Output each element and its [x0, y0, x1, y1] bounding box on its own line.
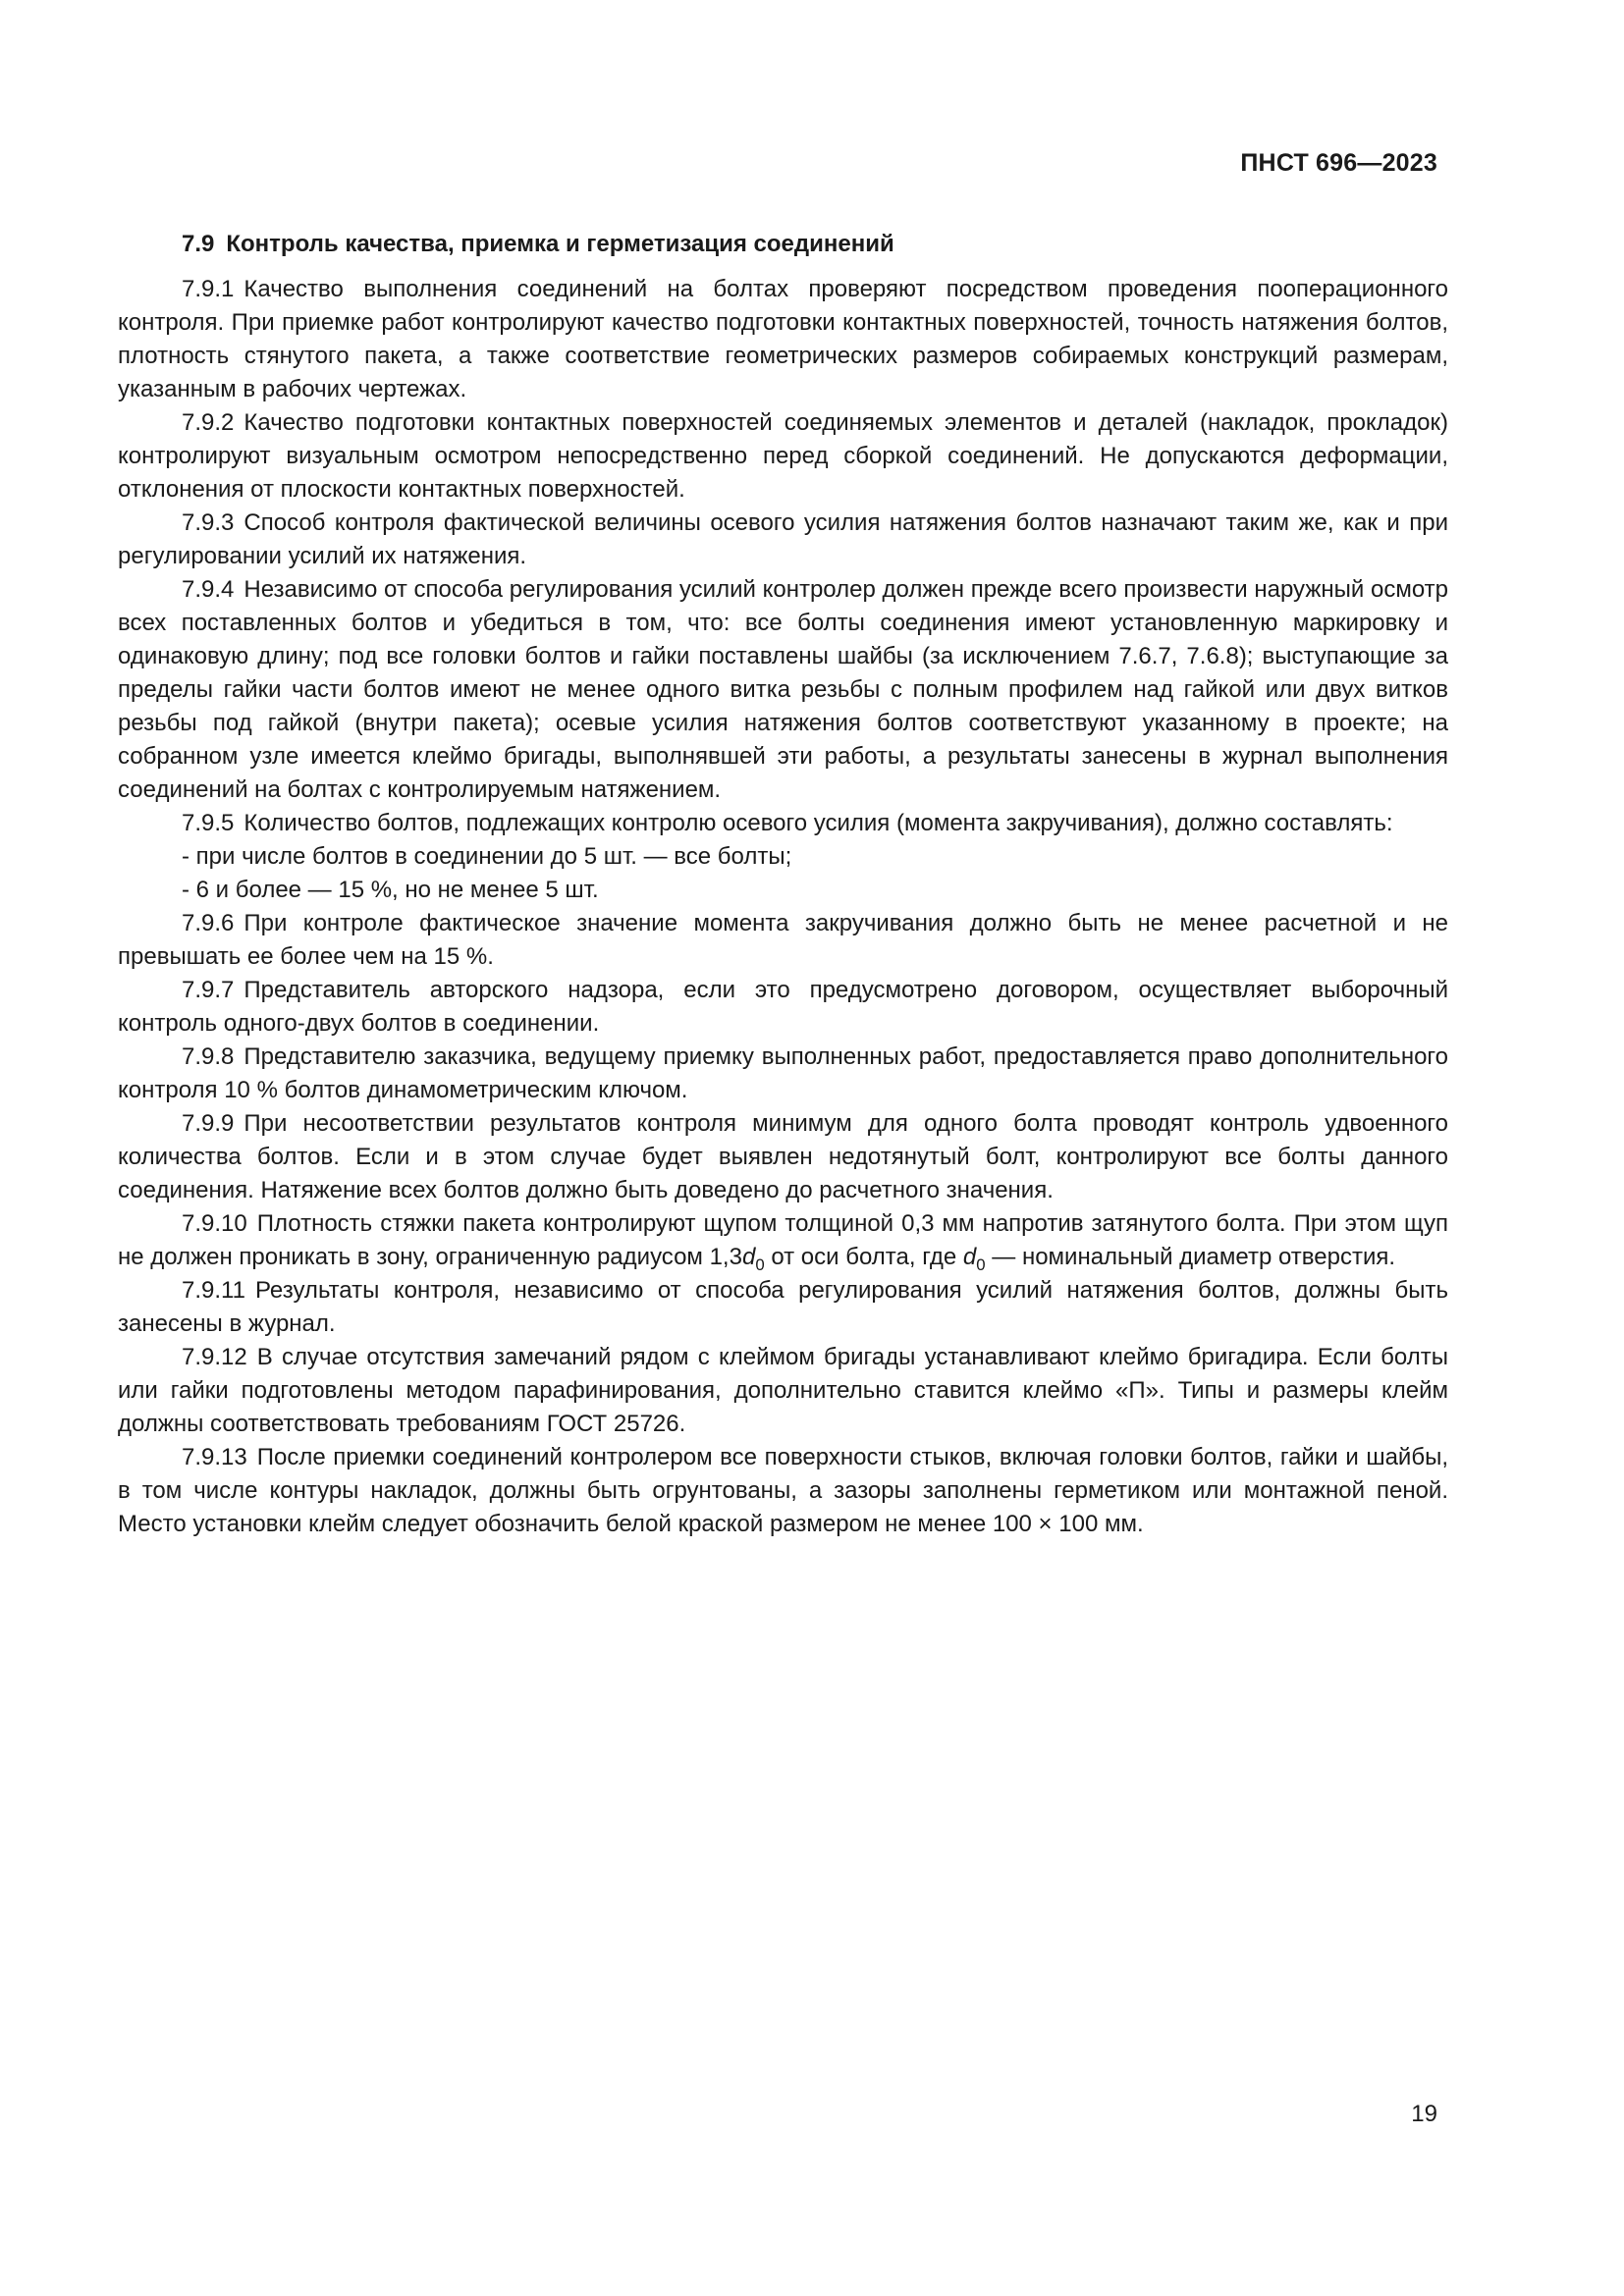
section-number: 7.9 — [182, 231, 215, 257]
paragraph-7-9-5 — [118, 807, 1448, 840]
paragraph-7-9-3 — [118, 507, 1448, 573]
paragraph-7-9-12 — [118, 1341, 1448, 1441]
paragraph-7-9-11 — [118, 1274, 1448, 1341]
paragraph-7-9-2 — [118, 406, 1448, 507]
paragraph-number: 7.9.2 — [182, 409, 235, 436]
list-item: - при числе болтов в соединении до 5 шт. — все болты; — [182, 843, 792, 870]
diameter-subscript: 0 — [755, 1255, 765, 1274]
paragraph-number: 7.9.12 — [182, 1344, 247, 1370]
paragraph-7-9-13 — [118, 1441, 1448, 1541]
paragraph-number: 7.9.10 — [182, 1210, 247, 1237]
paragraph-7-9-1 — [118, 273, 1448, 406]
paragraph-text: Результаты контроля, независимо от способа регулирования усилий натяжения болтов, должны быть занесены в журнал. — [118, 1277, 1448, 1337]
paragraph-7-9-8 — [118, 1041, 1448, 1107]
paragraph-text: Качество выполнения соединений на болтах проверяют посредством проведения пооперационного контроля. При приемке работ контролируют качество подготовки контактных поверхностей, точность натяжения болтов, плотность стянутого пакета, а также соответствие геометрических размеров собираемых конструкций размерам, указанным в рабочих чертежах. — [118, 276, 1448, 402]
paragraph-number: 7.9.6 — [182, 910, 235, 936]
paragraph-text: Представителю заказчика, ведущему приемку выполненных работ, предоставляется право дополнительного контроля 10 % болтов динамометрическим ключом. — [118, 1043, 1448, 1103]
paragraph-text: Качество подготовки контактных поверхностей соединяемых элементов и деталей (накладок, прокладок) контролируют визуальным осмотром непосредственно перед сборкой соединений. Не допускаются деформации, отклонения от плоскости контактных поверхностей. — [118, 409, 1448, 503]
paragraph-number: 7.9.1 — [182, 276, 235, 302]
paragraph-7-9-4 — [118, 573, 1448, 807]
paragraph-number: 7.9.8 — [182, 1043, 235, 1070]
paragraph-text: — номинальный диаметр отверстия. — [985, 1244, 1396, 1270]
section-title: Контроль качества, приемка и герметизация соединений — [226, 231, 894, 257]
diameter-symbol: d — [962, 1244, 977, 1270]
document-body — [118, 228, 1448, 1541]
paragraph-7-9-9 — [118, 1107, 1448, 1207]
paragraph-number: 7.9.7 — [182, 977, 235, 1003]
page-number: 19 — [1411, 2101, 1437, 2127]
paragraph-number: 7.9.13 — [182, 1444, 247, 1470]
paragraph-text: от оси болта, где — [764, 1244, 963, 1270]
document-id-header: ПНСТ 696—2023 — [1240, 149, 1437, 177]
paragraph-text: Представитель авторского надзора, если это предусмотрено договором, осуществляет выборочный контроль одного-двух болтов в соединении. — [118, 977, 1448, 1037]
paragraph-text: Независимо от способа регулирования усилий контролер должен прежде всего произвести наружный осмотр всех поставленных болтов и убедиться в том, что: все болты соединения имеют установленную маркировку и одинаковую длину; под все головки болтов и гайки поставлены шайбы (за исключением 7.6.7, 7.6.8); выступающие за пределы гайки части болтов имеют не менее одного витка резьбы с полным профилем над гайкой или двух витков резьбы под гайкой (внутри пакета); осевые усилия натяжения болтов соответствуют указанному в проекте; на собранном узле имеется клеймо бригады, выполнявшей эти работы, а результаты занесены в журнал выполнения соединений на болтах с контролируемым натяжением. — [118, 576, 1448, 803]
paragraph-7-9-6 — [118, 907, 1448, 974]
paragraph-7-9-7 — [118, 974, 1448, 1041]
paragraph-text: После приемки соединений контролером все поверхности стыков, включая головки болтов, гайки и шайбы, в том числе контуры накладок, должны быть огрунтованы, а зазоры заполнены герметиком или монтажной пеной. Место установки клейм следует обозначить белой краской размером не менее 100 × 100 мм. — [118, 1444, 1448, 1537]
paragraph-number: 7.9.3 — [182, 509, 235, 536]
paragraph-number: 7.9.9 — [182, 1110, 235, 1137]
paragraph-text: Плотность стяжки пакета контролируют щупом толщиной 0,3 мм напротив затянутого болта. При этом щуп не должен проникать в зону, ограниченную радиусом 1,3 — [118, 1210, 1448, 1270]
list-item: - 6 и более — 15 %, но не менее 5 шт. — [182, 877, 599, 903]
diameter-subscript: 0 — [976, 1255, 986, 1274]
paragraph-number: 7.9.5 — [182, 810, 235, 836]
paragraph-text: Способ контроля фактической величины осевого усилия натяжения болтов назначают таким же, как и при регулировании усилий их натяжения. — [118, 509, 1448, 569]
paragraph-text: Количество болтов, подлежащих контролю осевого усилия (момента закручивания), должно составлять: — [244, 810, 1393, 836]
paragraph-text: При несоответствии результатов контроля минимум для одного болта проводят контроль удвоенного количества болтов. Если и в этом случае будет выявлен недотянутый болт, контролируют все болты данного соединения. Натяжение всех болтов должно быть доведено до расчетного значения. — [118, 1110, 1448, 1203]
diameter-symbol: d — [741, 1244, 756, 1270]
paragraph-number: 7.9.11 — [182, 1277, 245, 1304]
paragraph-7-9-10 — [118, 1207, 1448, 1274]
paragraph-text: При контроле фактическое значение момента закручивания должно быть не менее расчетной и не превышать ее более чем на 15 %. — [118, 910, 1448, 970]
paragraph-number: 7.9.4 — [182, 576, 235, 603]
section-heading — [118, 228, 1448, 261]
paragraph-text: В случае отсутствия замечаний рядом с клеймом бригады устанавливают клеймо бригадира. Если болты или гайки подготовлены методом парафинирования, дополнительно ставится клеймо «П». Типы и размеры клейм должны соответствовать требованиям ГОСТ 25726. — [118, 1344, 1448, 1437]
